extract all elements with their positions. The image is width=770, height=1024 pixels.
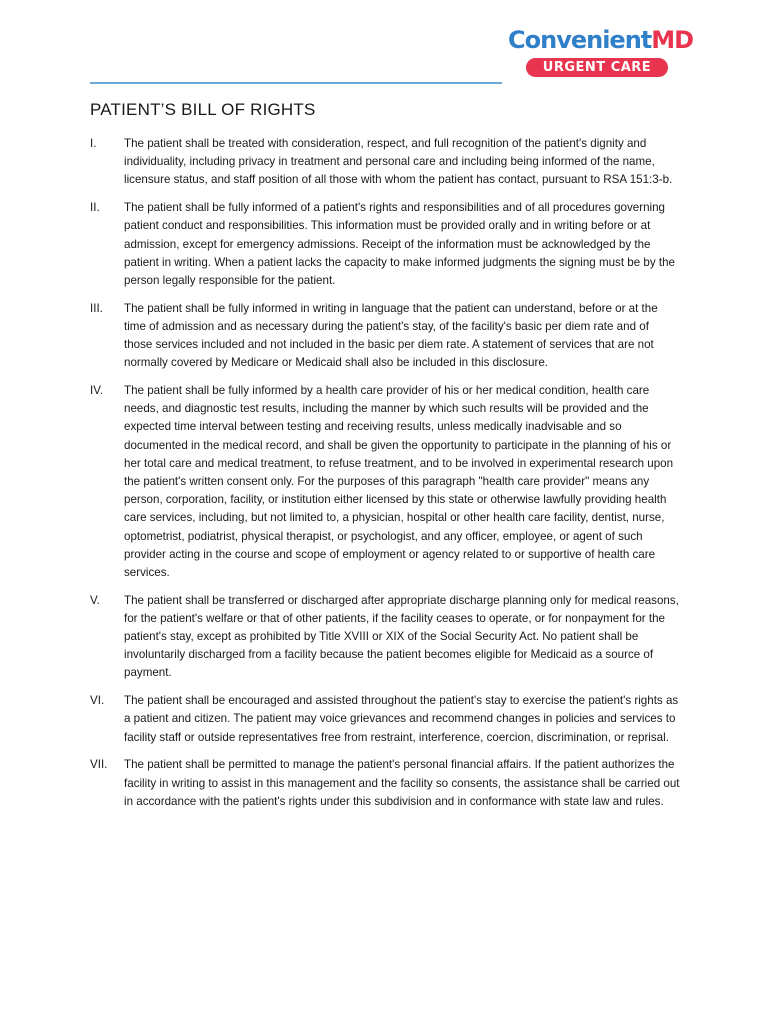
right-text: The patient shall be encouraged and assisted throughout the patient's stay to exercise the patient's rights as a patient and citizen. The patient may voice grievances and recommend changes in policies and services to facility staff or outside representatives free from restraint, interference, coercion, discrimination, or reprisal.	[124, 694, 679, 744]
right-item-7	[90, 756, 680, 811]
document-title: PATIENT’S BILL OF RIGHTS	[90, 100, 316, 119]
right-text: The patient shall be fully informed by a health care provider of his or her medical condition, health care needs, and diagnostic test results, including the manner by which such results will be provided and the expected time interval between testing and receiving results, unless medically inadvisable and so documented in the medical record, and shall be given the opportunity to participate in the planning of his or her total care and medical treatment, to refuse treatment, and to be involved in experimental research upon the patient's written consent only. For the purposes of this paragraph "health care provider" means any person, corporation, facility, or institution either licensed by this state or otherwise lawfully providing health care services, including, but not limited to, a physician, hospital or other health care facility, dentist, nurse, optometrist, podiatrist, physical therapist, or psychologist, and any officer, employee, or agent of such provider acting in the course and scope of employment or agency related to or supportive of health care services.	[124, 383, 674, 579]
logo-urgent-care-badge: URGENT CARE	[526, 58, 668, 77]
header-divider	[90, 82, 502, 84]
right-text: The patient shall be treated with consideration, respect, and full recognition of the patient's dignity and individuality, including privacy in treatment and personal care and including being informed of the name, licensure status, and staff position of all those with whom the patient has contact, pursuant to RSA 151:3-b.	[124, 137, 673, 187]
right-numeral: V.	[90, 593, 100, 607]
right-item-2	[90, 199, 680, 290]
right-text: The patient shall be fully informed in writing in language that the patient can understand, before or at the time of admission and as necessary during the patient's stay, of the facility's basic per diem rate and of those services included and not included in the basic per diem rate. A statement of services that are not normally covered by Medicare or Medicaid shall also be included in this disclosure.	[124, 301, 658, 370]
logo-brand-main: Convenient	[508, 26, 652, 54]
right-text: The patient shall be permitted to manage the patient's personal financial affairs. If the patient authorizes the facility in writing to assist in this management and the facility so consents, the assistance shall be carried out in accordance with the patient's rights under this subdivision and in conformance with state law and rules.	[124, 758, 680, 808]
right-numeral: VI.	[90, 694, 105, 708]
right-item-1	[90, 135, 680, 190]
logo-brand-accent: MD	[651, 26, 694, 54]
right-item-5	[90, 592, 680, 683]
right-item-3	[90, 300, 680, 373]
rights-list	[90, 135, 680, 820]
right-numeral: IV.	[90, 383, 104, 397]
right-numeral: I.	[90, 137, 97, 150]
right-numeral: II.	[90, 201, 100, 215]
right-item-4	[90, 382, 680, 582]
right-numeral: III.	[90, 301, 103, 315]
right-item-6	[90, 692, 680, 747]
right-text: The patient shall be fully informed of a patient's rights and responsibilities and of all procedures governing patient conduct and responsibilities. This information must be provided orally and in writing before or at admission, except for emergency admissions. Receipt of the information must be acknowledged by the patient in writing. When a patient lacks the capacity to make informed judgments the signing must be by the person legally responsible for the patient.	[124, 201, 675, 287]
convenientmd-logo	[508, 26, 694, 80]
right-numeral: VII.	[90, 758, 108, 772]
right-text: The patient shall be transferred or discharged after appropriate discharge planning only for medical reasons, for the patient's welfare or that of other patients, if the facility ceases to operate, or for nonpayment for the patient's stay, except as prohibited by Title XVIII or XIX of the Social Security Act. No patient shall be involuntarily discharged from a facility because the patient becomes eligible for Medicaid as a source of payment.	[124, 593, 679, 680]
logo-wordmark	[508, 26, 694, 56]
